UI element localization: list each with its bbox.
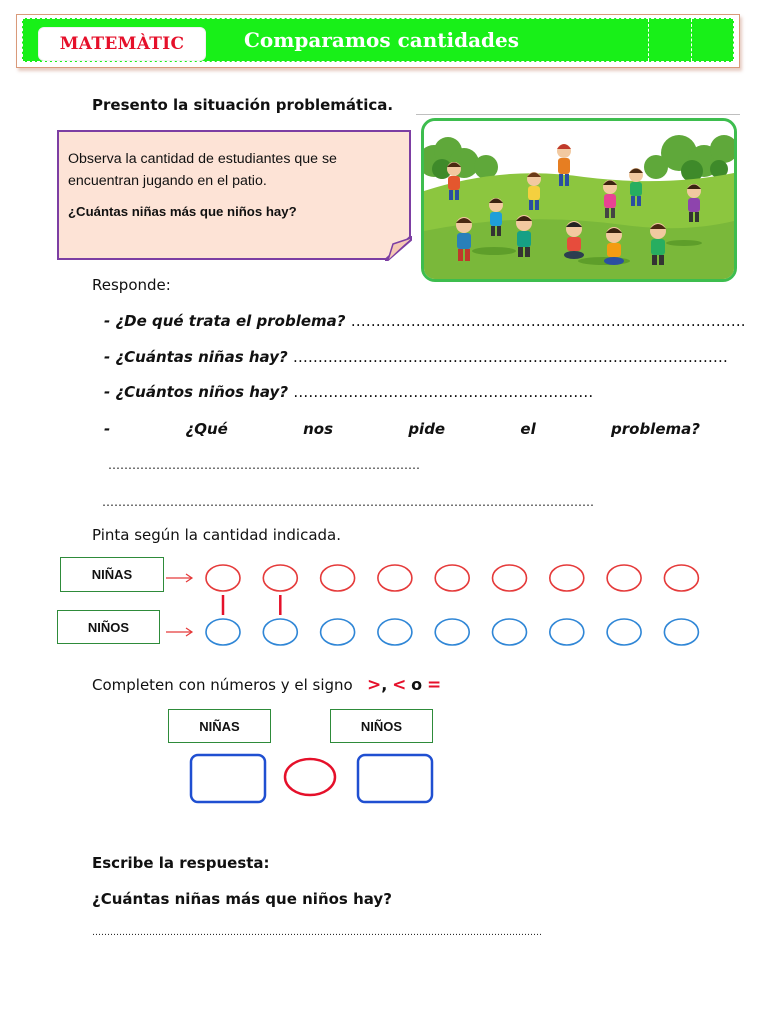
- answer-line-2[interactable]: ……………………………………………………………………………: [292, 348, 728, 366]
- answer-line-4a[interactable]: ……………………………………………………………………: [108, 458, 420, 472]
- page-title: Comparamos cantidades: [244, 28, 520, 52]
- boy-circle[interactable]: [321, 619, 355, 645]
- arrow-icon: [166, 574, 192, 582]
- answer-line-4b[interactable]: ……………………………………………………………………………………………………………: [102, 495, 594, 509]
- boy-circle[interactable]: [435, 619, 469, 645]
- compare-boys-label: NIÑOS: [330, 709, 433, 743]
- girl-circle[interactable]: [378, 565, 412, 591]
- question-4-word: problema?: [611, 420, 700, 438]
- boy-circle[interactable]: [378, 619, 412, 645]
- girl-circle[interactable]: [263, 565, 297, 591]
- question-3-text: - ¿Cuántos niños hay?: [104, 383, 289, 401]
- question-2-text: - ¿Cuántas niñas hay?: [104, 348, 288, 366]
- header-divider: [691, 19, 692, 61]
- situation-question: ¿Cuántas niñas más que niños hay?: [68, 204, 297, 219]
- comma: ,: [381, 675, 388, 694]
- less-than-sign: <: [392, 675, 407, 695]
- answer-line-1[interactable]: …………………………………………………………………….: [350, 312, 746, 330]
- question-4-word: pide: [408, 420, 446, 438]
- boy-circle[interactable]: [206, 619, 240, 645]
- question-1: [104, 312, 746, 330]
- boy-circle[interactable]: [607, 619, 641, 645]
- boys-number-box[interactable]: [358, 755, 432, 802]
- paint-instruction: Pinta según la cantidad indicada.: [92, 526, 341, 544]
- question-2: [104, 348, 728, 366]
- girl-circle[interactable]: [206, 565, 240, 591]
- greater-than-sign: >: [367, 675, 382, 695]
- word-o: o: [411, 675, 423, 694]
- answer-line-final[interactable]: ……………………………………………………………………………………………………………………………………: [92, 928, 542, 938]
- girl-circle[interactable]: [321, 565, 355, 591]
- arrow-icon: [166, 628, 192, 636]
- children-playing-illustration: [421, 118, 737, 282]
- subject-badge: MATEMÀTIC: [38, 27, 206, 61]
- section-title-situation: Presento la situación problemática.: [92, 96, 394, 114]
- situation-text: Observa la cantidad de estudiantes que se encuentran jugando en el patio.: [68, 151, 337, 189]
- question-3: [104, 383, 593, 401]
- boys-label-box: NIÑOS: [57, 610, 160, 644]
- answer-title: Escribe la respuesta:: [92, 854, 270, 872]
- responde-label: Responde:: [92, 276, 171, 294]
- girls-label-box: NIÑAS: [60, 557, 164, 592]
- girl-circle[interactable]: [435, 565, 469, 591]
- compare-instruction: [92, 675, 441, 695]
- compare-girls-label: NIÑAS: [168, 709, 271, 743]
- girl-circle[interactable]: [664, 565, 698, 591]
- paint-circles: [160, 556, 720, 652]
- sign-circle[interactable]: [285, 759, 335, 795]
- question-4-word: nos: [303, 420, 334, 438]
- equals-sign: =: [426, 675, 442, 695]
- title-rule: [416, 114, 740, 115]
- question-4: [104, 420, 700, 438]
- boy-circle[interactable]: [493, 619, 527, 645]
- question-4-word: ¿Qué: [185, 420, 228, 438]
- boy-circle[interactable]: [550, 619, 584, 645]
- boy-circle[interactable]: [664, 619, 698, 645]
- answer-question: ¿Cuántas niñas más que niños hay?: [92, 890, 392, 908]
- question-1-text: - ¿De qué trata el problema?: [104, 312, 346, 330]
- question-4-word: el: [520, 420, 536, 438]
- note-fold-corner: [385, 236, 413, 262]
- boy-circle[interactable]: [263, 619, 297, 645]
- answer-line-3[interactable]: ……………………………………………………: [293, 383, 594, 401]
- girls-number-box[interactable]: [191, 755, 265, 802]
- question-4-word: -: [104, 420, 111, 438]
- compare-instruction-text: Completen con números y el signo: [92, 676, 353, 694]
- girl-circle[interactable]: [550, 565, 584, 591]
- girl-circle[interactable]: [607, 565, 641, 591]
- header-divider: [648, 19, 649, 61]
- compare-boxes: [186, 752, 438, 806]
- girl-circle[interactable]: [493, 565, 527, 591]
